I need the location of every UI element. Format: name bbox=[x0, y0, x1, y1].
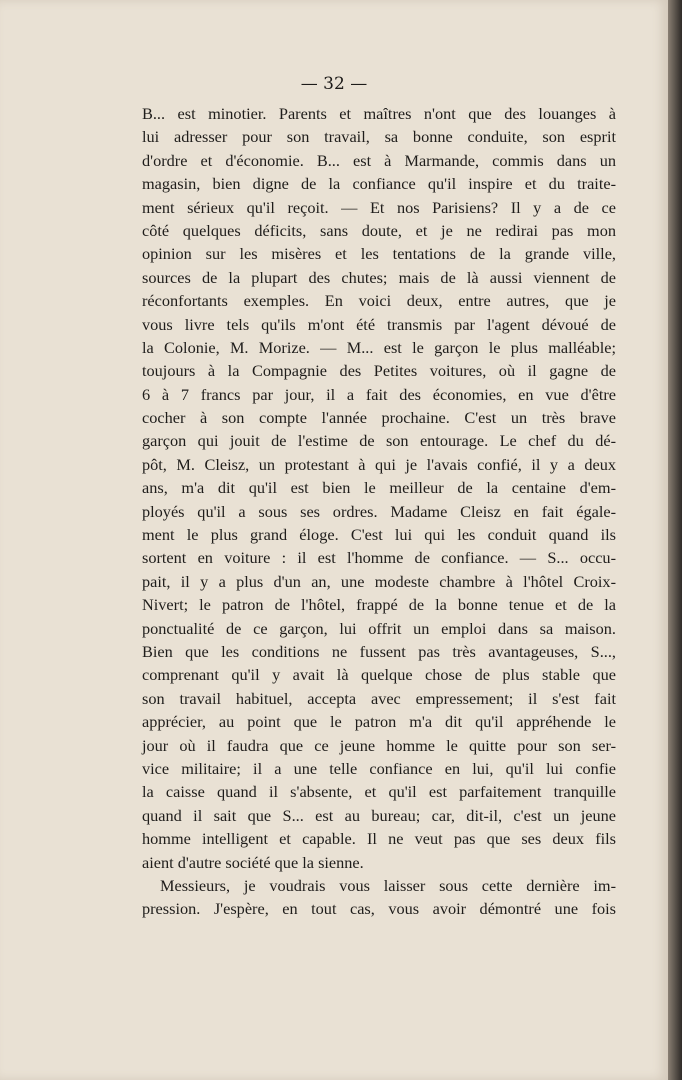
text-line: pression. J'espère, en tout cas, vous avoir démontré une fois bbox=[142, 899, 616, 919]
text-line: ponctualité de ce garçon, lui offrit un emploi dans sa maison. bbox=[142, 618, 616, 638]
text-line: toujours à la Compagnie des Petites voitures, où il gagne de bbox=[142, 361, 616, 381]
text-line: d'ordre et d'économie. B... est à Marmande, commis dans un bbox=[142, 150, 616, 170]
text-line: la Colonie, M. Morize. — M... est le garçon le plus malléable; bbox=[142, 337, 616, 357]
text-line: ans, m'a dit qu'il est bien le meilleur de la centaine d'em- bbox=[142, 478, 616, 498]
text-line: B... est minotier. Parents et maîtres n'ont que des louanges à bbox=[142, 104, 616, 123]
body-text bbox=[142, 102, 616, 921]
text-line: sources de la plupart des chutes; mais de là aussi viennent de bbox=[142, 267, 616, 287]
text-line: jour où il faudra que ce jeune homme le quitte pour son ser- bbox=[142, 735, 616, 755]
book-gutter bbox=[668, 0, 682, 1080]
text-line: ployés qu'il a sous ses ordres. Madame Cleisz en fait égale- bbox=[142, 501, 616, 521]
text-line: cocher à son compte l'année prochaine. C'est un très brave bbox=[142, 408, 616, 428]
text-line: Bien que les conditions ne fussent pas très avantageuses, S..., bbox=[142, 641, 616, 661]
text-line: son travail habituel, accepta avec empressement; il s'est fait bbox=[142, 688, 616, 708]
text-line: vice militaire; il a une telle confiance en lui, qu'il lui confie bbox=[142, 758, 616, 778]
text-line: lui adresser pour son travail, sa bonne conduite, son esprit bbox=[142, 127, 616, 147]
page-number: — 32 — bbox=[300, 74, 368, 94]
text-line: Nivert; le patron de l'hôtel, frappé de la bonne tenue et de la bbox=[142, 595, 616, 615]
text-line: pôt, M. Cleisz, un protestant à qui je l'avais confié, il y a deux bbox=[142, 454, 616, 474]
text-line: ment sérieux qu'il reçoit. — Et nos Parisiens? Il y a de ce bbox=[142, 197, 616, 217]
text-line: Messieurs, je voudrais vous laisser sous cette dernière im- bbox=[160, 875, 616, 895]
text-line: quand il sait que S... est au bureau; car, dit-il, c'est un jeune bbox=[142, 805, 616, 825]
text-line: homme intelligent et capable. Il ne veut pas que ses deux fils bbox=[142, 829, 616, 849]
text-line: ment le plus grand éloge. C'est lui qui les conduit quand ils bbox=[142, 525, 616, 545]
text-line: magasin, bien digne de la confiance qu'il inspire et du traite- bbox=[142, 174, 616, 194]
text-line: 6 à 7 francs par jour, il a fait des économies, en vue d'être bbox=[142, 384, 616, 404]
text-line: vous livre tels qu'ils m'ont été transmis par l'agent dévoué de bbox=[142, 314, 616, 334]
text-line: apprécier, au point que le patron m'a dit qu'il appréhende le bbox=[142, 712, 616, 732]
text-line: comprenant qu'il y avait là quelque chose de plus stable que bbox=[142, 665, 616, 685]
text-line: aient d'autre société que la sienne. bbox=[142, 852, 364, 872]
text-line: la caisse quand il s'absente, et qu'il est parfaitement tranquille bbox=[142, 782, 616, 802]
text-line: sortent en voiture : il est l'homme de confiance. — S... occu- bbox=[142, 548, 616, 568]
text-line: garçon qui jouit de l'estime de son entourage. Le chef du dé- bbox=[142, 431, 616, 451]
text-line: côté quelques déficits, sans doute, et je ne redirai pas mon bbox=[142, 220, 616, 240]
text-line: réconfortants exemples. En voici deux, entre autres, que je bbox=[142, 291, 616, 311]
text-line: pait, il y a plus d'un an, une modeste chambre à l'hôtel Croix- bbox=[142, 571, 616, 591]
text-line: opinion sur les misères et les tentations de la grande ville, bbox=[142, 244, 616, 264]
